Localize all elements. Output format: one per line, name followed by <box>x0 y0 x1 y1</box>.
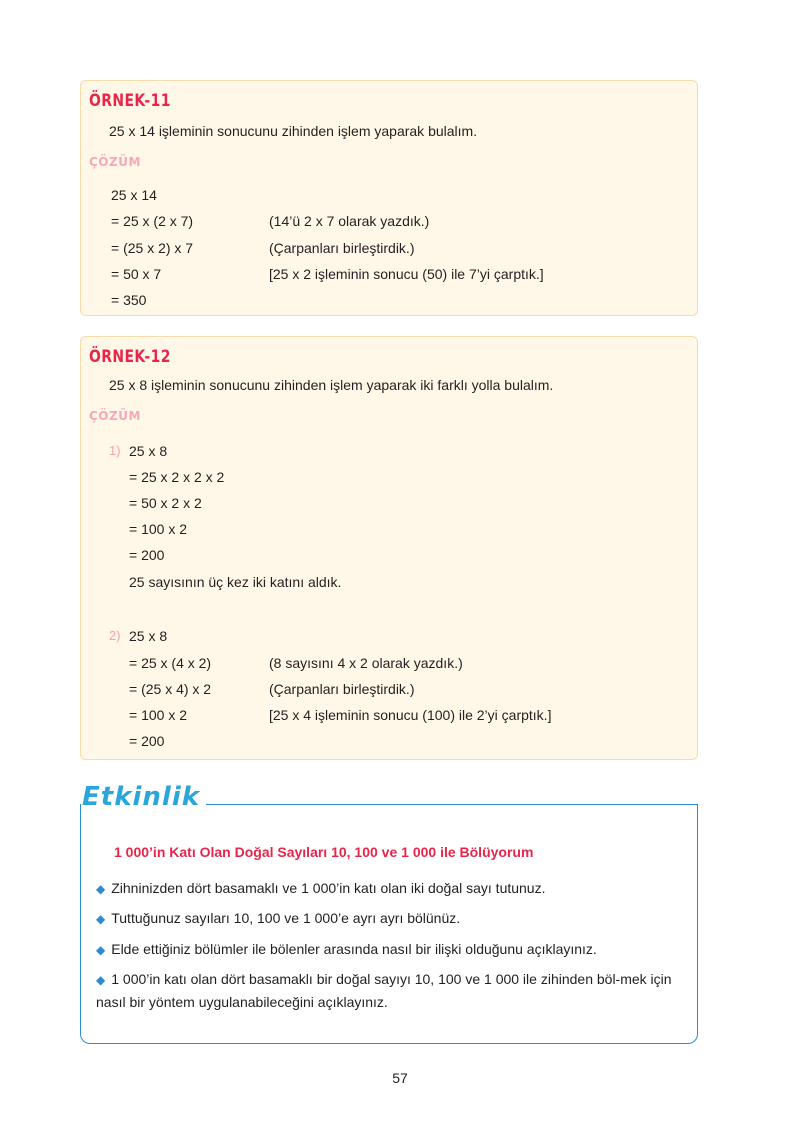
page-number: 57 <box>392 1070 408 1086</box>
example-11-box <box>80 80 698 316</box>
activity-item-text: Zihninizden dört basamaklı ve 1 000’in katı olan iki doğal sayı tutunuz. <box>111 880 546 896</box>
way-1-step: = 50 x 2 x 2 <box>129 495 202 511</box>
diamond-bullet-icon: ◆ <box>96 912 106 926</box>
way-2-step: = 25 x (4 x 2) <box>129 655 212 671</box>
example-11-step: = 350 <box>111 292 147 308</box>
way-1-number: 1) <box>109 443 121 458</box>
diamond-bullet-icon: ◆ <box>96 943 106 957</box>
example-11-step: = 50 x 7 <box>111 266 162 282</box>
activity-item-text: 1 000’in katı olan dört basamaklı bir doğal sayıyı 10, 100 ve 1 000 ile zihinden böl-mek için nasıl bir yöntem uygulanabileceğini açıklayınız. <box>96 971 672 1010</box>
activity-label: Etkinlik <box>82 782 206 812</box>
example-12-solution-label: ÇÖZÜM <box>89 409 141 423</box>
way-1-step: = 100 x 2 <box>129 521 187 537</box>
diamond-bullet-icon: ◆ <box>96 973 106 987</box>
way-1-step: = 200 <box>129 547 165 563</box>
way-2-note: (Çarpanları birleştirdik.) <box>269 681 415 697</box>
activity-item-text: Tuttuğunuz sayıları 10, 100 ve 1 000’e ayrı ayrı bölünüz. <box>111 910 461 926</box>
way-1-step: 25 x 8 <box>129 443 168 459</box>
way-1-step: = 25 x 2 x 2 x 2 <box>129 469 225 485</box>
example-11-question: 25 x 14 işleminin sonucunu zihinden işlem yaparak bulalım. <box>109 123 478 139</box>
example-11-note: (Çarpanları birleştirdik.) <box>269 240 415 256</box>
activity-item <box>96 938 686 961</box>
activity-item-text: Elde ettiğiniz bölümler ile bölenler arasında nasıl bir ilişki olduğunu açıklayınız. <box>111 941 597 957</box>
way-2-step: = 100 x 2 <box>129 707 187 723</box>
way-2-note: (8 sayısını 4 x 2 olarak yazdık.) <box>269 655 463 671</box>
activity-heading: 1 000’in Katı Olan Doğal Sayıları 10, 100 ve 1 000 ile Bölüyorum <box>114 844 534 860</box>
activity-item <box>96 968 686 1013</box>
way-2-number: 2) <box>109 628 121 643</box>
activity-item <box>96 907 686 930</box>
example-11-note: [25 x 2 işleminin sonucu (50) ile 7’yi çarptık.] <box>269 266 544 282</box>
activity-item <box>96 877 686 900</box>
way-2-note: [25 x 4 işleminin sonucu (100) ile 2’yi çarptık.] <box>269 707 552 723</box>
diamond-bullet-icon: ◆ <box>96 882 106 896</box>
example-11-step: = (25 x 2) x 7 <box>111 240 194 256</box>
activity-top-line <box>196 804 698 805</box>
example-11-note: (14’ü 2 x 7 olarak yazdık.) <box>269 213 430 229</box>
way-2-step: 25 x 8 <box>129 628 168 644</box>
example-11-step: 25 x 14 <box>111 187 157 203</box>
example-11-solution-label: ÇÖZÜM <box>89 155 141 169</box>
example-11-title: ÖRNEK-11 <box>89 91 171 111</box>
example-11-step: = 25 x (2 x 7) <box>111 213 194 229</box>
example-12-question: 25 x 8 işleminin sonucunu zihinden işlem yaparak iki farklı yolla bulalım. <box>109 377 554 393</box>
example-12-title: ÖRNEK-12 <box>89 347 171 367</box>
example-12-box <box>80 336 698 760</box>
way-2-step: = 200 <box>129 733 165 749</box>
way-2-step: = (25 x 4) x 2 <box>129 681 212 697</box>
way-1-conclusion: 25 sayısının üç kez iki katını aldık. <box>129 574 342 590</box>
